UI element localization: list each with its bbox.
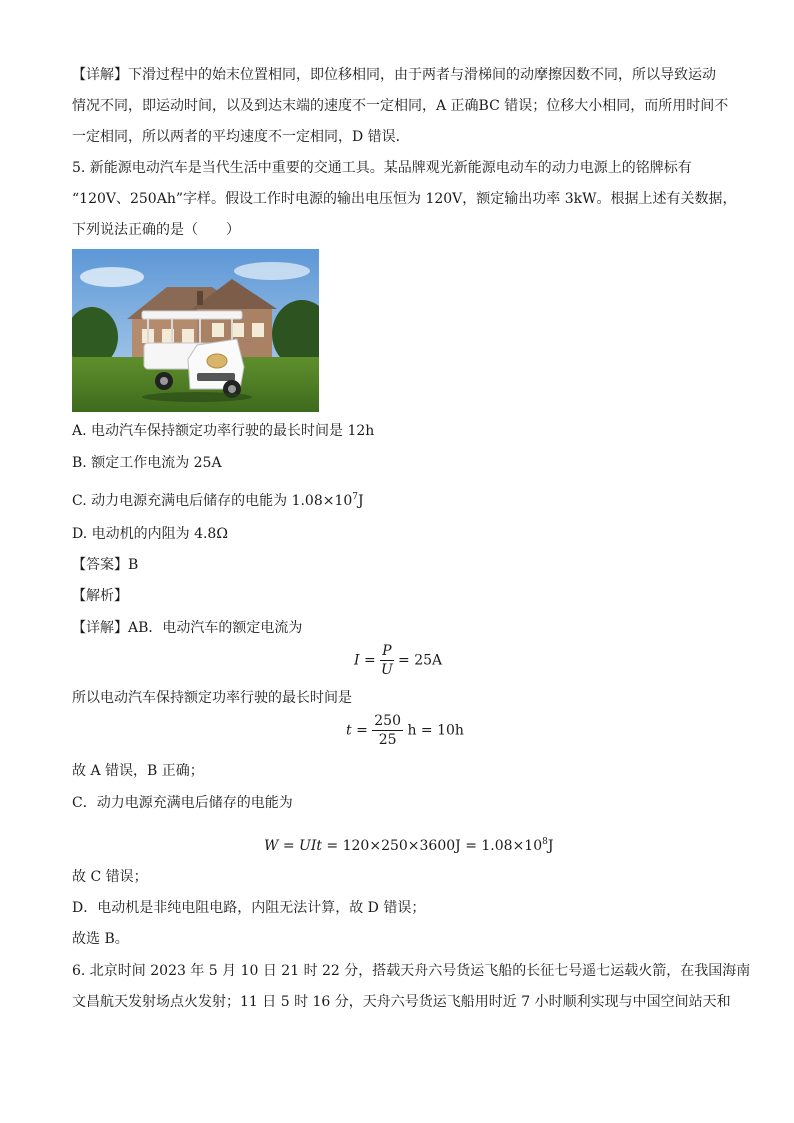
option-c: C. 动力电源充满电后储存的电能为 $1.08\times 10^7J$	[72, 492, 364, 509]
answer-tag: 【答案】	[72, 557, 128, 573]
detail-line: 【详解】AB．电动汽车的额定电流为	[72, 620, 303, 636]
answer-value: B	[128, 557, 139, 573]
paragraph-line: 情况不同，即运动时间，以及到达末端的速度不一定相同，A 正确BC 错误；位移大小相同，而所用时间不	[72, 98, 729, 114]
detail-tag: 【详解】	[72, 67, 128, 83]
electric-car-photo-svg	[72, 249, 319, 412]
detail-tag: 【详解】	[72, 620, 128, 636]
question-5-stem: 下列说法正确的是（ ）	[72, 222, 240, 238]
question-6-stem: 文昌航天发射场点火发射；11 日 5 时 16 分，天舟六号货运飞船用时近 7 小时顺利实现与中国空间站天和	[72, 994, 731, 1010]
analysis-tag: 【解析】	[72, 588, 128, 604]
option-a: A. 电动汽车保持额定功率行驶的最长时间是 12h	[72, 423, 375, 439]
paragraph-line: 故选 B。	[72, 931, 129, 947]
paragraph-line: 【详解】下滑过程中的始末位置相同，即位移相同，由于两者与滑梯间的动摩擦因数不同，所以导致运动	[72, 67, 716, 83]
paragraph-line: 所以电动汽车保持额定功率行驶的最长时间是	[72, 690, 352, 706]
paragraph-line: C．动力电源充满电后储存的电能为	[72, 795, 293, 811]
option-d: D. 电动机的内阻为 4.8Ω	[72, 526, 228, 542]
equation-current: I = $\frac{P}{U}$ = 25A	[354, 643, 443, 678]
question-6-stem: 6. 北京时间 2023 年 5 月 10 日 21 时 22 分，搭载天舟六号货运飞船的长征七号遥七运载火箭，在我国海南	[72, 963, 751, 979]
fraction: $\frac{P}{U}$	[380, 643, 393, 678]
paragraph-line: 故 A 错误，B 正确；	[72, 763, 204, 779]
answer-line	[72, 555, 138, 575]
paragraph-line: 故 C 错误；	[72, 869, 148, 885]
equation-energy: W = UIt = $120\times 250\times 3600J = 1.08\times 10^8J$	[264, 837, 554, 854]
electric-car-photo	[72, 249, 319, 412]
equation-time: t = $\frac{250}{25}$ h = 10h	[346, 713, 464, 748]
fraction: $\frac{250}{25}$	[374, 713, 401, 748]
option-b: B. 额定工作电流为 25A	[72, 455, 222, 471]
paragraph-line: D．电动机是非纯电阻电路，内阻无法计算，故 D 错误；	[72, 900, 426, 916]
question-5-stem: 5. 新能源电动汽车是当代生活中重要的交通工具。某品牌观光新能源电动车的动力电源上的铭牌标有	[72, 160, 692, 176]
question-5-stem: “120V、250Ah”字样。假设工作时电源的输出电压恒为 120V，额定输出功率 3kW。根据上述有关数据，	[72, 191, 737, 207]
paragraph-line: 一定相同，所以两者的平均速度不一定相同，D 错误．	[72, 129, 410, 145]
